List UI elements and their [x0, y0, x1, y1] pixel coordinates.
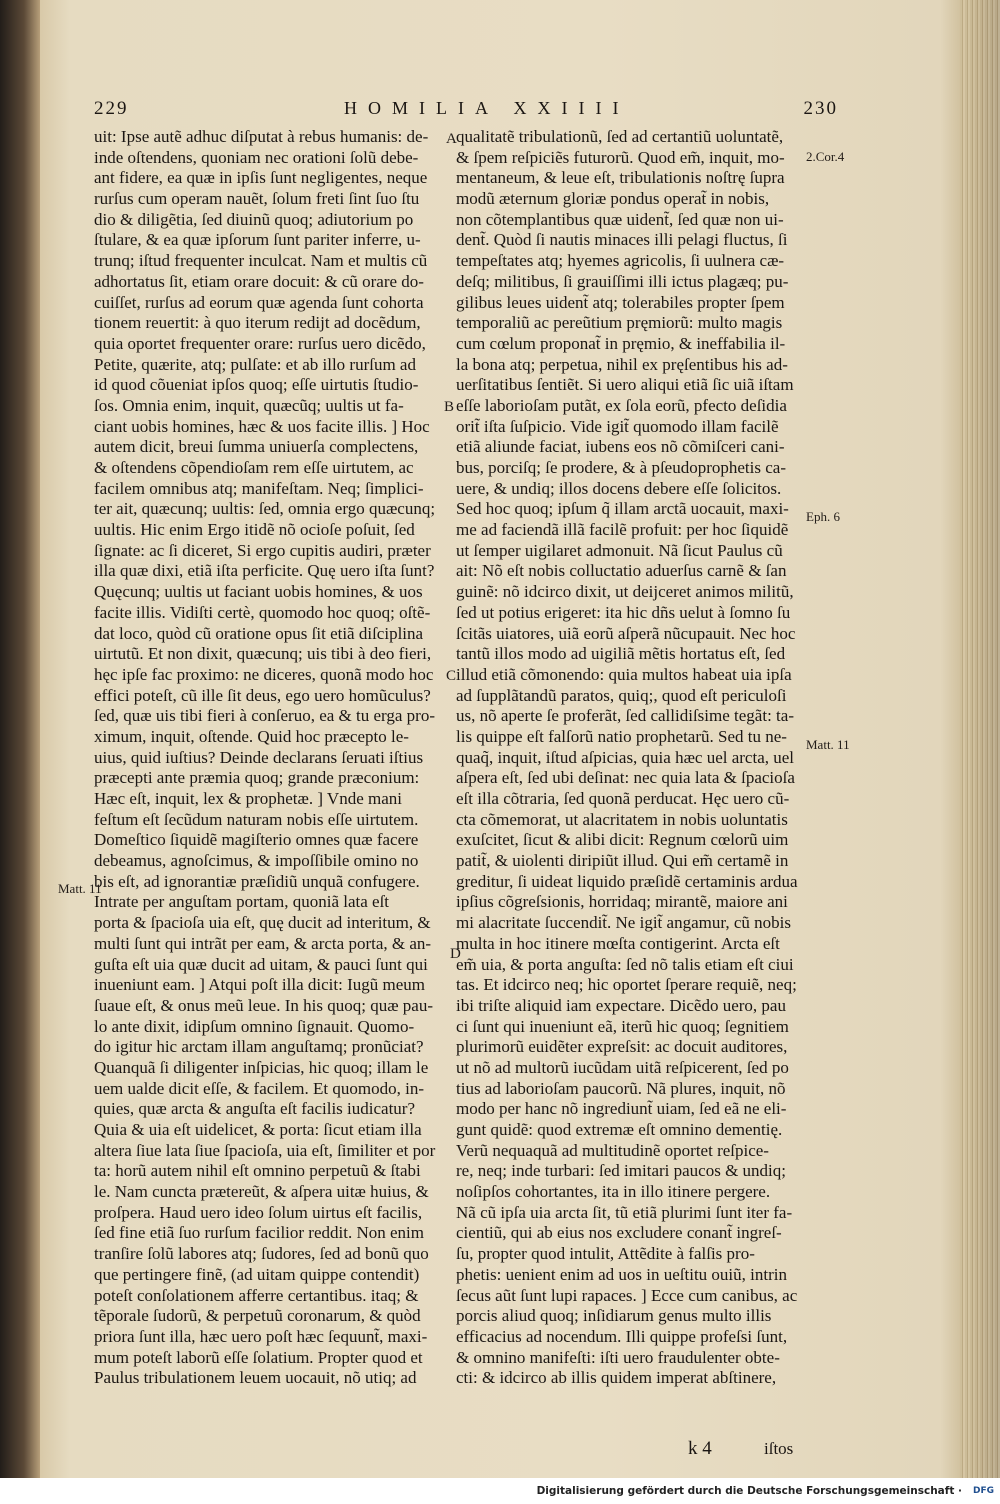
text-line: modũ æternum gloriæ pondus operat̃ in nobis,	[456, 189, 770, 209]
text-line: dat loco, quòd cũ oratione opus ſit etiã diſciplina	[94, 623, 424, 643]
book-page	[40, 0, 962, 1478]
text-line: adhortatus ſit, etiam orare docuit: & cũ orare do-	[94, 271, 424, 291]
text-line: orit̃ iſta ſuſpicio. Vide igit̃ quomodo illam facilẽ	[456, 416, 779, 436]
text-line: me ad faciendã illã facilẽ profuit: per hoc ſiquidẽ	[456, 520, 789, 540]
text-line: tius ad laborioſam paucorũ. Nã plures, inquit, nõ	[456, 1078, 786, 1098]
text-line: ad ſupplãtandũ paratos, quiq;, quod eſt periculoſi	[456, 685, 787, 705]
text-line: & omnino manifeſti: iſti uero fraudulenter obte-	[456, 1347, 780, 1367]
margin-note-2-cor-4: 2.Cor.4	[806, 149, 845, 164]
text-line: em̃ uia, & porta anguſta: ſed nõ talis etiam eſt ciui	[456, 954, 794, 974]
text-line: guſta eſt uia quæ ducit ad uitam, & pauci ſunt qui	[94, 954, 428, 974]
dfg-logo: DFG	[972, 1486, 994, 1496]
text-line: tas. Et idcirco neq; hic oportet ſperare requiẽ, neq;	[456, 975, 797, 995]
text-line: multa in hoc itinere mœſta contigerint. Arcta eſt	[456, 933, 780, 953]
text-line: inueniunt eam. ] Atqui poſt illa dicit: Iugũ meum	[94, 975, 425, 995]
text-line: uere, & undiq; illos docens debere eſſe ſolicitos.	[456, 478, 782, 498]
text-line: autem dicit, breui ſumma uniuerſa complectens,	[94, 437, 419, 457]
section-letter-c: C	[446, 668, 457, 684]
text-line: exuſcitet, ſicut & alibi dicit: Regnum cœlorũ uim	[456, 830, 789, 850]
text-line: lis quippe eſt falſorũ natio prophetarũ. Sed tu ne-	[456, 726, 787, 746]
text-line: ſignate: ac ſi diceret, Si ergo cupitis audiri, præter	[94, 540, 431, 560]
text-line: modo per hanc nõ ingrediunt̃ uiam, ſed eã ne eli-	[456, 1099, 787, 1119]
text-line: illa quæ dixi, etiã iſta perficite. Quę uero iſta ſunt?	[94, 561, 435, 581]
text-line: ut nõ ad multorũ iucũdam uitã reſpicerent, ſed po	[456, 1057, 789, 1077]
text-line: trunq; iſtud frequenter inculcat. Nam et multis cũ	[94, 251, 428, 271]
text-line: deſq; militibus, ſi grauiſſimi illi ictus plagæq; pu-	[456, 271, 789, 291]
text-line: ta: horũ autem nihil eſt omnino perpetuũ & ſtabi	[94, 1161, 421, 1181]
text-line: Quia & uia eſt uidelicet, & porta: ſicut etiam illa	[94, 1120, 422, 1139]
text-line: uem ualde dicit eſſe, & facilem. Et quomodo, in-	[94, 1078, 424, 1098]
signature-mark: k 4	[688, 1438, 712, 1459]
text-line: gunt quidẽ: quod extremæ eſt omnino dementię.	[456, 1120, 783, 1139]
text-line: ſed ut potius erigeret: ita hic dñs uelut à ſomno ſu	[456, 602, 791, 622]
text-line: ait: Nõ eſt nobis colluctatio aduerſus carnẽ & ſan	[456, 561, 787, 581]
binding-edge	[0, 0, 40, 1478]
left-page-number: 229	[94, 98, 129, 119]
text-line: ut ſemper uigilaret admonuit. Nã ſicut Paulus cũ	[456, 540, 783, 560]
text-line: etiã aliunde faciat, iubens eos nõ cõmiſceri cani-	[456, 437, 785, 457]
text-line: tranſire ſolũ labores atq; ſudores, ſed ad bonũ quo	[94, 1244, 429, 1264]
text-line: guinẽ: nõ idcirco dixit, ut deijceret animos militũ,	[456, 582, 794, 602]
text-line: Verũ nequaquã ad multitudinẽ oportet reſpice-	[456, 1140, 769, 1160]
text-line: ant fidere, ea quæ in ipſis ſunt negligentes, neque	[94, 168, 428, 188]
text-line: debeamus, agnoſcimus, & impoſſibile omino no	[94, 851, 419, 871]
catchword: iſtos	[764, 1439, 794, 1458]
text-line: illud etiã cõmonendo: quia multos habeat uia ipſa	[456, 664, 792, 684]
left-text-column	[94, 127, 446, 1389]
text-line: multi ſunt qui intrãt per eam, & arcta porta, & an-	[94, 933, 432, 953]
text-line: re, neq; inde turbari: ſed imitari paucos & undiq;	[456, 1161, 786, 1181]
text-line: & ſpem reſpiciẽs futurorũ. Quod em̃, inquit, mo-	[456, 147, 785, 167]
text-line: præcepti ante præmia quoq; grande præconium:	[94, 768, 420, 788]
text-line: uultis. Hic enim Ergo itidẽ nõ ocioſe poſuit, ſed	[94, 520, 415, 540]
right-text-column	[456, 127, 808, 1389]
text-line: feſtum eſt ſecũdum naturam nobis eſſe uirtutem.	[94, 809, 419, 829]
text-line: facilem omnibus atq; manifeſtam. Neq; ſimplici-	[94, 478, 424, 498]
text-line: do igitur hic arctam illam anguſtamq; pronũciat?	[94, 1037, 424, 1057]
text-line: Petite, quærite, atq; pulſate: et ab illo rurſum ad	[94, 354, 416, 374]
text-line: mum poteſt laborũ eſſe ſolatium. Propter quod et	[94, 1347, 423, 1367]
text-line: porcis aliud quoq; inſidiarum genus multo illis	[456, 1306, 772, 1326]
text-line: cum cœlum proponat̃ in pręmio, & ineffabilia il-	[456, 333, 786, 353]
text-line: ximum, inquit, oſtende. Quid hoc præcepto le-	[94, 726, 409, 746]
text-line: eſt illa cõtraria, ſed quonã perducat. Hęc uero cũ-	[456, 789, 790, 808]
text-line: ſed, quæ uis tibi fieri à conſeruo, ea & tu erga pro-	[94, 706, 436, 726]
funding-notice: Digitalisierung gefördert durch die Deutsche Forschungsgemeinschaft ·	[536, 1485, 962, 1497]
text-line: ſcitãs uiatores, uiã eorũ aſperã nũcupauit. Nec hoc	[456, 623, 796, 643]
text-line: ter ait, quæcunq; uultis: ſed, omnia ergo quæcunq;	[94, 499, 436, 519]
text-line: Paulus tribulationem leuem uocauit, nõ utiq; ad	[94, 1368, 417, 1388]
text-line: ſecus aũt ſunt lupi rapaces. ] Ecce cum canibus, ac	[456, 1285, 798, 1305]
text-line: id quod cõueniat ipſos quoq; eſſe uirtutis ſtudio-	[94, 375, 419, 395]
text-line: temporaliũ ac pereũtium pręmiorũ: multo magis	[456, 313, 783, 333]
right-page-number: 230	[803, 98, 838, 119]
text-line: inde oſtendens, quoniam nec orationi ſolũ debe-	[94, 147, 419, 167]
text-line: ci ſunt qui inueniunt eã, iterũ hic quoq; ſegnitiem	[456, 1016, 789, 1036]
text-line: aſpera eſt, ſed ubi deſinat: nec quia lata & ſpacioſa	[456, 768, 795, 788]
text-line: mi alacritate ſuccendit̃. Ne igit̃ angamur, cũ nobis	[456, 913, 791, 933]
text-line: bus, porciſq; ſe prodere, & à pſeudoprophetis ca-	[456, 458, 786, 477]
text-line: lo ante dixit, idipſum omnino ſignauit. Quomo-	[94, 1016, 415, 1036]
text-line: ſos. Omnia enim, inquit, quæcũq; uultis ut fa-	[94, 395, 404, 415]
text-line: Sed hoc quoq; ipſum q̃ illam arctã uocauit, maxi-	[456, 499, 789, 519]
running-header	[94, 98, 838, 128]
text-line: proſpera. Haud uero ideo ſolum uirtus eſt facilis,	[94, 1202, 423, 1222]
text-line: cti: & idcirco ab illis quidem imperat abſtinere,	[456, 1368, 777, 1388]
text-line: ſuaue eſt, & onus meũ leue. In his quoq; quæ pau-	[94, 995, 433, 1015]
margin-note-matt-11-left: Matt. 11	[58, 881, 102, 896]
text-line: mentaneum, & leue eſt, tribulationis noſtrę ſupra	[456, 168, 785, 188]
text-line: phetis: uenient enim ad uos in ueſtitu ouiũ, intrin	[456, 1264, 787, 1284]
text-line: eſſe laborioſam putãt, ex ſola eorũ, pfecto deſidia	[456, 395, 787, 415]
text-line: tionem reuertit: à quo iterum redijt ad docẽdum,	[94, 313, 421, 333]
text-line: us, nõ aperte ſe proferãt, ſed callidiſsime tegãt: ta-	[456, 706, 794, 726]
text-line: plurimorũ euidẽter expreſsit: ac docuit auditores,	[456, 1037, 788, 1057]
text-line: dio & diligẽtia, ſed diuinũ quoq; adiutorium po	[94, 209, 414, 229]
text-line: quia oportet frequenter orare: rurſus uero dicẽdo,	[94, 333, 426, 353]
digitization-footer	[0, 1478, 1000, 1504]
text-line: greditur, ſi uideat liquido præſidẽ certaminis ardua	[456, 871, 798, 891]
text-line: uius, quid iuſtius? Deinde declarans ſeruati iſtius	[94, 747, 424, 767]
text-line: ſu, propter quod intulit, Attẽdite à falſis pro-	[456, 1244, 755, 1264]
text-line: ciant uobis homines, hæc & uos facite illis. ] Hoc	[94, 416, 430, 436]
text-line: cientiũ, qui ab eius nos excludere conant̃ ingreſ-	[456, 1223, 782, 1243]
section-letter-d: D	[450, 946, 461, 962]
text-line: efficacius ad nocendum. Illi quippe profeſsi ſunt,	[456, 1326, 788, 1346]
text-line: patit̃, & uiolenti diripiũt illud. Qui em̃ certamẽ in	[456, 851, 789, 871]
text-line: rurſus cum operam nauẽt, ſolum freti ſint ſuo ſtu	[94, 189, 420, 209]
text-line: porta & ſpacioſa uia eſt, quę ducit ad interitum, &	[94, 913, 431, 933]
text-line: tẽporale ſudorũ, & perpetuũ coronarum, & quòd	[94, 1306, 421, 1326]
text-line: qualitatẽ tribulationũ, ſed ad certantiũ uoluntatẽ,	[456, 127, 784, 146]
text-line: altera ſiue lata ſiue ſpacioſa, uia eſt, ſimiliter et por	[94, 1140, 436, 1160]
margin-note-eph-6: Eph. 6	[806, 509, 840, 524]
text-line: noſipſos cohortantes, ita in illo itinere pergere.	[456, 1182, 771, 1202]
text-line: cuiſſet, rurſus ad eorum quæ agenda ſunt cohorta	[94, 292, 424, 312]
text-line: effici poteſt, cũ ille ſit deus, ego uero homũculus?	[94, 685, 431, 705]
text-line: quies, quæ arcta & anguſta eſt facilis iudicatur?	[94, 1099, 415, 1119]
text-line: tempeſtates atq; hyemes agricolis, ſi uulnera cæ-	[456, 251, 785, 271]
text-line: Intrate per anguſtam portam, quoniã lata eſt	[94, 892, 390, 912]
running-title: HOMILIA XXIIII	[344, 98, 630, 118]
text-line: le. Nam cuncta prætereũt, & aſpera uitæ huius, &	[94, 1182, 429, 1202]
section-letter-a: A	[446, 131, 457, 147]
text-line: quaq̃, inquit, iſtud aſpicias, quia hæc uel arcta, uel	[456, 747, 795, 767]
text-line: ipſius cõgreſsionis, horridaq; mirantẽ, maiore ani	[456, 892, 788, 912]
text-line: poteſt conſolationem afferre certantibus. itaq; &	[94, 1285, 419, 1305]
text-line: uirtutũ. Et non dixit, quæcunq; uis tibi à deo fieri,	[94, 644, 432, 664]
page-stack-edge	[960, 0, 1000, 1478]
text-line: que pertingere finẽ, (ad uitam quippe contendit)	[94, 1264, 420, 1284]
text-line: Quęcunq; uultis ut faciant uobis homines, & uos	[94, 582, 423, 602]
text-line: hęc ipſe fac proximo: ne diceres, quonã modo hoc	[94, 664, 434, 684]
text-line: non cõtemplantibus quæ uident̃, ſed quæ non ui-	[456, 209, 784, 229]
text-line: facite illis. Vidiſti certè, quomodo hoc quoq; oſtẽ-	[94, 602, 431, 622]
text-line: tantũ illos modo ad uigiliã mẽtis hortatus eſt, ſed	[456, 644, 786, 664]
section-letter-b: B	[444, 399, 455, 415]
text-line: Domeſtico ſiquidẽ magiſterio omnes quæ facere	[94, 830, 419, 850]
text-line: ibi triſte aliquid iam expectare. Dicẽdo uero, pau	[456, 995, 786, 1015]
margin-note-matt-11-right: Matt. 11	[806, 737, 850, 752]
text-line: uit: Ipse autẽ adhuc diſputat à rebus humanis: de-	[94, 127, 429, 146]
text-line: uerſitatibus ſentiẽt. Si uero aliqui etiã ſic uiã iſtam	[456, 375, 794, 395]
text-line: priora ſunt illa, hæc uero poſt hæc ſequunt̃, maxi-	[94, 1326, 428, 1346]
text-line: ſed fine etiã ſuo rurſum facilior reddit. Non enim	[94, 1223, 424, 1243]
text-line: & oſtendens cõpendioſam rem eſſe uirtutem, ac	[94, 458, 414, 477]
text-line: ſtulare, & ea quæ ipſorum ſunt pariter inferre, u-	[94, 230, 421, 250]
text-line: Hæc eſt, inquit, lex & prophetæ. ] Vnde mani	[94, 789, 403, 808]
text-line: dent̃. Quòd ſi nautis minaces illi pelagi fluctus, ſi	[456, 230, 788, 250]
text-line: Quanquã ſi diligenter inſpicias, hic quoq; illam le	[94, 1057, 429, 1077]
text-line: bis eſt, ad ignorantiæ præſidiũ unquã confugere.	[94, 871, 420, 891]
text-line: cta cõmemorat, ut alacritatem in nobis uoluntatis	[456, 809, 788, 829]
text-line: gilibus leues uident̃ atq; tolerabiles propter ſpem	[456, 292, 785, 312]
text-line: Nã cũ ipſa uia arcta ſit, tũ etiã plurimi ſunt iter fa-	[456, 1202, 793, 1222]
text-line: la bona atq; perpetua, nihil ex pręſentibus his ad-	[456, 354, 788, 374]
